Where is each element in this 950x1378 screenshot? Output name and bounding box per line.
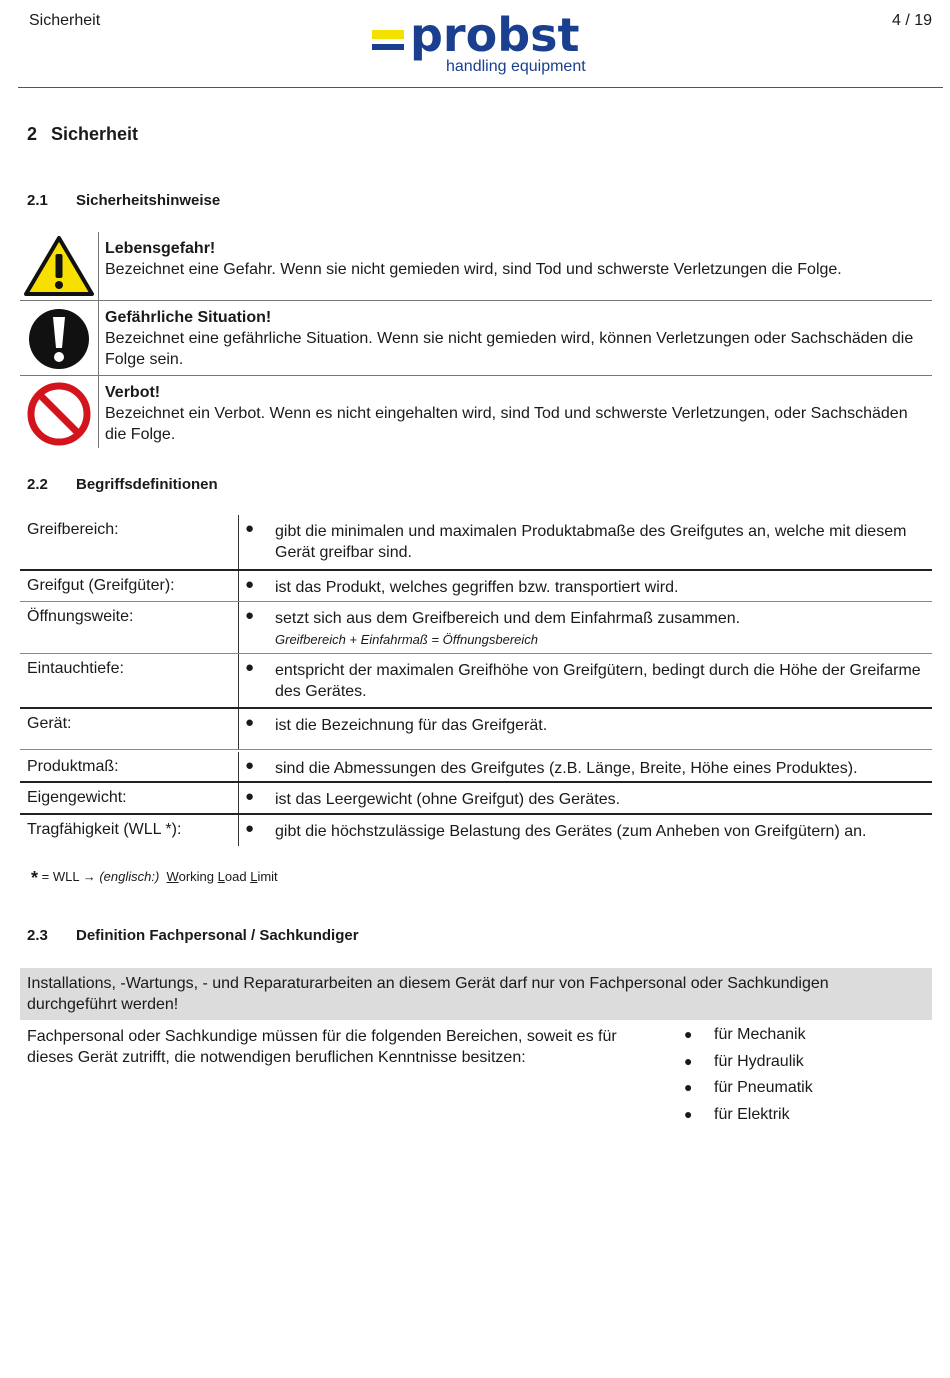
footnote-abbrev: = WLL (41, 869, 80, 884)
definition-row (20, 515, 932, 569)
exclamation-circle-icon (20, 301, 99, 375)
section-title: Definition Fachpersonal / Sachkundiger (76, 927, 359, 944)
footnote-word: orking (178, 869, 215, 884)
row-divider (20, 749, 932, 750)
definition-row (20, 752, 932, 781)
definition-text: entspricht der maximalen Greifhöhe von Greifgütern, bedingt durch die Höhe der Greifarme des Gerätes. (275, 662, 921, 700)
requirement-highlight-box (20, 968, 932, 1020)
column-divider (238, 709, 239, 749)
footnote-word: oad (224, 869, 247, 884)
safety-notice-description: Bezeichnet eine Gefahr. Wenn sie nicht gemieden wird, sind Tod und schwerste Verletzungen die Folge. (105, 261, 842, 278)
column-divider (238, 515, 239, 569)
arrow-right-icon: → (82, 869, 96, 884)
list-item (684, 1106, 813, 1133)
section-number: 2.2 (27, 476, 48, 493)
bullet-icon: ● (245, 820, 255, 837)
section-2-3-heading (27, 927, 359, 944)
definition-text: ist das Produkt, welches gegriffen bzw. transportiert wird. (275, 579, 679, 596)
definition-formula-note: Greifbereich + Einfahrmaß = Öffnungsbereich (275, 632, 539, 647)
list-item-label: für Pneumatik (714, 1079, 813, 1096)
definition-term: Gerät: (27, 715, 72, 732)
safety-notice-text (105, 307, 925, 370)
logo-blue-bar (372, 44, 404, 50)
header-divider (18, 87, 943, 88)
footnote-star: * (31, 868, 39, 888)
definition-text: gibt die minimalen und maximalen Produktabmaße des Greifgutes an, welche mit diesem Gerät greifbar sind. (275, 523, 907, 561)
definition-term: Produktmaß: (27, 758, 119, 775)
chapter-heading (27, 124, 138, 145)
list-item (684, 1053, 813, 1080)
definition-row (20, 654, 932, 707)
section-2-1-heading (27, 192, 220, 209)
wll-footnote (31, 868, 278, 889)
definition-row (20, 571, 932, 601)
column-divider (238, 815, 239, 846)
probst-logo (372, 8, 602, 80)
bullet-icon: ● (245, 714, 255, 731)
bullet-icon: ● (245, 520, 255, 537)
chapter-title: Sicherheit (51, 124, 139, 144)
definition-text (275, 608, 930, 650)
footnote-word: imit (257, 869, 278, 884)
logo-yellow-bar (372, 30, 404, 39)
page-number: 4 / 19 (891, 12, 932, 29)
definition-row (20, 783, 932, 813)
bullet-icon: ● (245, 757, 255, 774)
definition-term: Tragfähigkeit (WLL *): (27, 821, 182, 838)
footnote-initial: W (166, 869, 179, 884)
section-number: 2.3 (27, 927, 48, 944)
qualification-list (684, 1026, 813, 1132)
safety-notice-row (20, 376, 932, 448)
definition-row (20, 602, 932, 653)
bullet-icon: ● (245, 576, 255, 593)
definition-text-main: setzt sich aus dem Greifbereich und dem Einfahrmaß zusammen. (275, 610, 741, 627)
list-item (684, 1026, 813, 1053)
bullet-icon: ● (684, 1052, 693, 1069)
column-divider (238, 602, 239, 653)
definition-row (20, 815, 932, 846)
safety-notice-description: Bezeichnet eine gefährliche Situation. Wenn sie nicht gemieden wird, können Verletzungen oder Sachschäden die Folge sein. (105, 330, 914, 368)
bullet-icon: ● (245, 659, 255, 676)
section-2-2-heading (27, 476, 218, 493)
list-item-label: für Hydraulik (714, 1052, 804, 1070)
definition-term: Öffnungsweite: (27, 608, 134, 625)
list-item (684, 1079, 813, 1106)
definition-term: Eintauchtiefe: (27, 660, 124, 677)
list-item-label: für Elektrik (714, 1105, 790, 1123)
column-divider (238, 783, 239, 813)
prohibition-icon (20, 376, 99, 448)
definition-text: ist das Leergewicht (ohne Greifgut) des Gerätes. (275, 791, 621, 808)
bullet-icon: ● (684, 1105, 693, 1122)
warning-triangle-icon (20, 232, 99, 300)
bullet-icon: ● (684, 1026, 693, 1042)
safety-notice-row (20, 301, 932, 376)
bullet-icon: ● (684, 1079, 693, 1095)
safety-notice-title: Gefährliche Situation! (105, 309, 272, 326)
column-divider (238, 571, 239, 601)
column-divider (238, 752, 239, 781)
definition-row (20, 709, 932, 749)
section-number: 2.1 (27, 192, 48, 209)
footnote-initial: L (217, 869, 225, 884)
definition-term: Greifgut (Greifgüter): (27, 577, 175, 594)
list-item-label: für Mechanik (714, 1026, 806, 1043)
safety-notice-description: Bezeichnet ein Verbot. Wenn es nicht eingehalten wird, sind Tod und schwerste Verletzungen, oder Sachschäden die Folge. (105, 405, 908, 443)
definition-text: ist die Bezeichnung für das Greifgerät. (275, 717, 548, 734)
bullet-icon: ● (245, 788, 255, 805)
bullet-icon: ● (245, 607, 255, 624)
safety-notice-title: Lebensgefahr! (105, 240, 216, 257)
safety-notice-text (105, 238, 925, 280)
definition-text: gibt die höchstzulässige Belastung des Gerätes (zum Anheben von Greifgütern) an. (275, 823, 867, 840)
safety-notice-row (20, 232, 932, 301)
chapter-number: 2 (27, 124, 38, 144)
safety-notice-text (105, 382, 925, 445)
footnote-language: (englisch:) (99, 869, 160, 884)
definition-term: Greifbereich: (27, 521, 119, 538)
requirement-highlight-text: Installations, -Wartungs, - und Reparaturarbeiten an diesem Gerät darf nur von Fachpersonal oder Sachkundigen durchgeführt werden! (27, 975, 829, 1013)
footnote-initial: L (250, 869, 258, 884)
header-section-title: Sicherheit (29, 12, 101, 29)
qualification-text: Fachpersonal oder Sachkundige müssen für die folgenden Bereichen, soweit es für dieses Gerät zutrifft, die notwendigen beruflichen Kenntnisse besitzen: (27, 1028, 617, 1066)
column-divider (238, 654, 239, 707)
definition-text: sind die Abmessungen des Greifgutes (z.B. Länge, Breite, Höhe eines Produktes). (275, 760, 858, 777)
definition-term: Eigengewicht: (27, 789, 127, 806)
safety-notice-title: Verbot! (105, 384, 161, 401)
logo-wordmark: probst (410, 8, 580, 62)
section-title: Begriffsdefinitionen (76, 476, 218, 493)
logo-tagline: handling equipment (446, 58, 586, 75)
section-title: Sicherheitshinweise (76, 192, 221, 209)
